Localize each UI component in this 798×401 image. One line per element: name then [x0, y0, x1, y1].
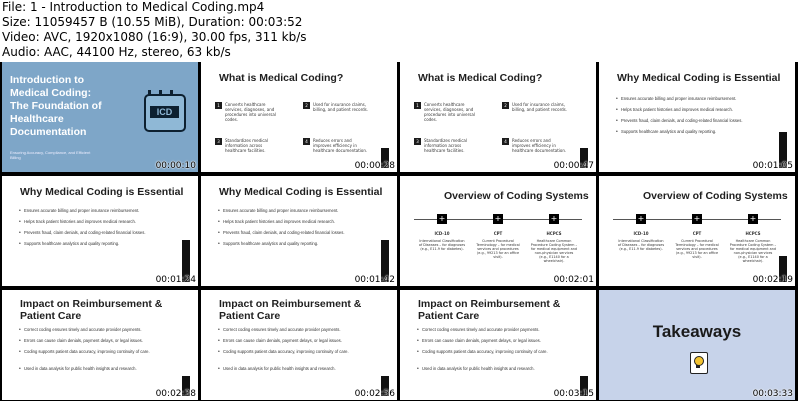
timestamp: 00:01:24 — [155, 275, 196, 285]
thumb-takeaways[interactable] — [599, 290, 795, 400]
item-number: 2 — [502, 102, 509, 109]
thumb-overview-2[interactable] — [599, 176, 795, 286]
bullet: • Prevents fraud, claim denials, and coding-related financial losses. — [24, 230, 184, 235]
plus-icon: + — [693, 214, 701, 223]
thumb-what-is-2[interactable] — [400, 62, 596, 172]
bullet: • Correct coding ensures timely and accurate provider payments. — [422, 327, 582, 332]
item-text: Converts healthcare services, diagnoses, and procedures into universal codes. — [424, 102, 475, 122]
bullet: • Supports healthcare analytics and quality reporting. — [621, 129, 781, 134]
item-number: 1 — [414, 102, 421, 109]
bullet: • Helps track patient histories and improves medical research. — [223, 219, 383, 224]
system-desc: Current Procedural Terminology – for medical services and procedures (e.g., 99213 for an office visit). — [675, 239, 719, 259]
bullet: • Coding supports patient data accuracy, improving continuity of care. — [422, 349, 582, 354]
system-desc: International Classification of Diseases – for diagnoses (e.g., E11.9 for diabetes). — [418, 239, 466, 251]
timestamp: 00:02:38 — [155, 389, 196, 399]
thumb-why-3[interactable] — [201, 176, 397, 286]
system-name: ICD-10 — [633, 231, 649, 236]
thumb-impact-2[interactable] — [201, 290, 397, 400]
bullet: • Coding supports patient data accuracy, improving continuity of care. — [24, 349, 184, 354]
intro-title: Introduction to Medical Coding: The Foundation of Healthcare Documentation — [10, 74, 102, 138]
system-desc: Current Procedural Terminology – for medical services and procedures (e.g., 99213 for an office visit). — [476, 239, 520, 259]
item-text: Converts healthcare services, diagnoses, and procedures into universal codes. — [225, 102, 276, 122]
bullet: • Helps track patient histories and improves medical research. — [24, 219, 184, 224]
bullet: • Used in data analysis for public health insights and research. — [24, 366, 184, 371]
slide-title: Overview of Coding Systems — [444, 190, 589, 202]
timestamp: 00:02:01 — [553, 275, 594, 285]
item-number: 3 — [215, 138, 222, 145]
item-text: Standardizes medical information across healthcare facilities. — [225, 138, 268, 153]
system-name: HCPCS — [546, 231, 562, 236]
slide-title: Impact on Reimbursement & Patient Care — [219, 298, 362, 322]
timestamp: 00:00:10 — [155, 161, 196, 171]
idea-person-icon — [687, 352, 711, 376]
bullet: • Ensures accurate billing and proper insurance reimbursement. — [621, 96, 781, 101]
thumb-what-is-1[interactable] — [201, 62, 397, 172]
slide-title: Impact on Reimbursement & Patient Care — [20, 298, 163, 322]
size-line: Size: 11059457 B (10.55 MiB), Duration: 00:03:52 — [2, 15, 303, 29]
plus-icon: + — [494, 214, 502, 223]
slide-title: Why Medical Coding is Essential — [219, 186, 383, 198]
system-desc: International Classification of Diseases – for diagnoses (e.g., E11.9 for diabetes). — [617, 239, 665, 251]
plus-icon: + — [438, 214, 446, 223]
thumbnail-grid — [0, 62, 798, 401]
bullet: • Prevents fraud, claim denials, and coding-related financial losses. — [621, 118, 781, 123]
thumb-impact-3[interactable] — [400, 290, 596, 400]
plus-icon: + — [749, 214, 757, 223]
timestamp: 00:01:05 — [752, 161, 793, 171]
system-name: ICD-10 — [434, 231, 450, 236]
audio-line: Audio: AAC, 44100 Hz, stereo, 63 kb/s — [2, 45, 231, 59]
slide-title: What is Medical Coding? — [418, 72, 543, 84]
slide-title: Why Medical Coding is Essential — [617, 72, 781, 84]
slide-title: Overview of Coding Systems — [643, 190, 788, 202]
timestamp: 00:01:42 — [354, 275, 395, 285]
bullet: • Coding supports patient data accuracy, improving continuity of care. — [223, 349, 383, 354]
item-text: Used for insurance claims, billing, and patient records. — [313, 102, 369, 112]
thumb-intro[interactable] — [2, 62, 198, 172]
slide-title: What is Medical Coding? — [219, 72, 344, 84]
bullet: • Supports healthcare analytics and quality reporting. — [24, 241, 184, 246]
bullet: • Ensures accurate billing and proper insurance reimbursement. — [223, 208, 383, 213]
item-number: 3 — [414, 138, 421, 145]
thumb-impact-1[interactable] — [2, 290, 198, 400]
timestamp: 00:03:15 — [553, 389, 594, 399]
thumb-overview-1[interactable] — [400, 176, 596, 286]
thumb-why-2[interactable] — [2, 176, 198, 286]
plus-icon: + — [550, 214, 558, 223]
item-text: Standardizes medical information across healthcare facilities. — [424, 138, 467, 153]
file-line: File: 1 - Introduction to Medical Coding.mp4 — [2, 0, 265, 14]
bullet: • Errors can cause claim denials, payment delays, or legal issues. — [24, 338, 184, 343]
bullet: • Errors can cause claim denials, payment delays, or legal issues. — [422, 338, 582, 343]
slide-title: Impact on Reimbursement & Patient Care — [418, 298, 561, 322]
file-info-header — [2, 0, 796, 62]
timestamp: 00:02:56 — [354, 389, 395, 399]
icd-icon-label: ICD — [150, 106, 179, 118]
bullet: • Prevents fraud, claim denials, and coding-related financial losses. — [223, 230, 383, 235]
bullet: • Correct coding ensures timely and accurate provider payments. — [223, 327, 383, 332]
timestamp: 00:00:47 — [553, 161, 594, 171]
item-number: 4 — [502, 138, 509, 145]
thumb-why-1[interactable] — [599, 62, 795, 172]
timestamp: 00:00:28 — [354, 161, 395, 171]
item-text: Reduces errors and improves efficiency in healthcare documentation. — [512, 138, 567, 153]
plus-icon: + — [637, 214, 645, 223]
bullet: • Ensures accurate billing and proper insurance reimbursement. — [24, 208, 184, 213]
timestamp: 00:03:33 — [752, 389, 793, 399]
system-name: HCPCS — [745, 231, 761, 236]
bullet: • Used in data analysis for public health insights and research. — [422, 366, 582, 371]
intro-subtitle: Ensuring Accuracy, Compliance, and Efficient Billing — [10, 150, 91, 160]
bullet: • Errors can cause claim denials, payment delays, or legal issues. — [223, 338, 383, 343]
takeaways-title: Takeaways — [652, 322, 742, 341]
item-number: 2 — [303, 102, 310, 109]
bullet: • Used in data analysis for public health insights and research. — [223, 366, 383, 371]
bullet: • Correct coding ensures timely and accurate provider payments. — [24, 327, 184, 332]
system-name: CPT — [493, 231, 503, 236]
bullet: • Supports healthcare analytics and quality reporting. — [223, 241, 383, 246]
slide-title: Why Medical Coding is Essential — [20, 186, 184, 198]
system-desc: Healthcare Common Procedure Coding System – for medical equipment and non-physician services (e.g., E1140 for a wheelchair). — [729, 239, 777, 263]
icd-icon — [144, 94, 184, 130]
item-text: Reduces errors and improves efficiency in healthcare documentation. — [313, 138, 368, 153]
system-desc: Healthcare Common Procedure Coding System – for medical equipment and non-physician services (e.g., E1140 for a wheelchair). — [530, 239, 578, 263]
timestamp: 00:02:19 — [752, 275, 793, 285]
item-number: 1 — [215, 102, 222, 109]
item-text: Used for insurance claims, billing, and patient records. — [512, 102, 568, 112]
item-number: 4 — [303, 138, 310, 145]
bullet: • Helps track patient histories and improves medical research. — [621, 107, 781, 112]
system-name: CPT — [692, 231, 702, 236]
video-line: Video: AVC, 1920x1080 (16:9), 30.00 fps, 311 kb/s — [2, 30, 307, 44]
